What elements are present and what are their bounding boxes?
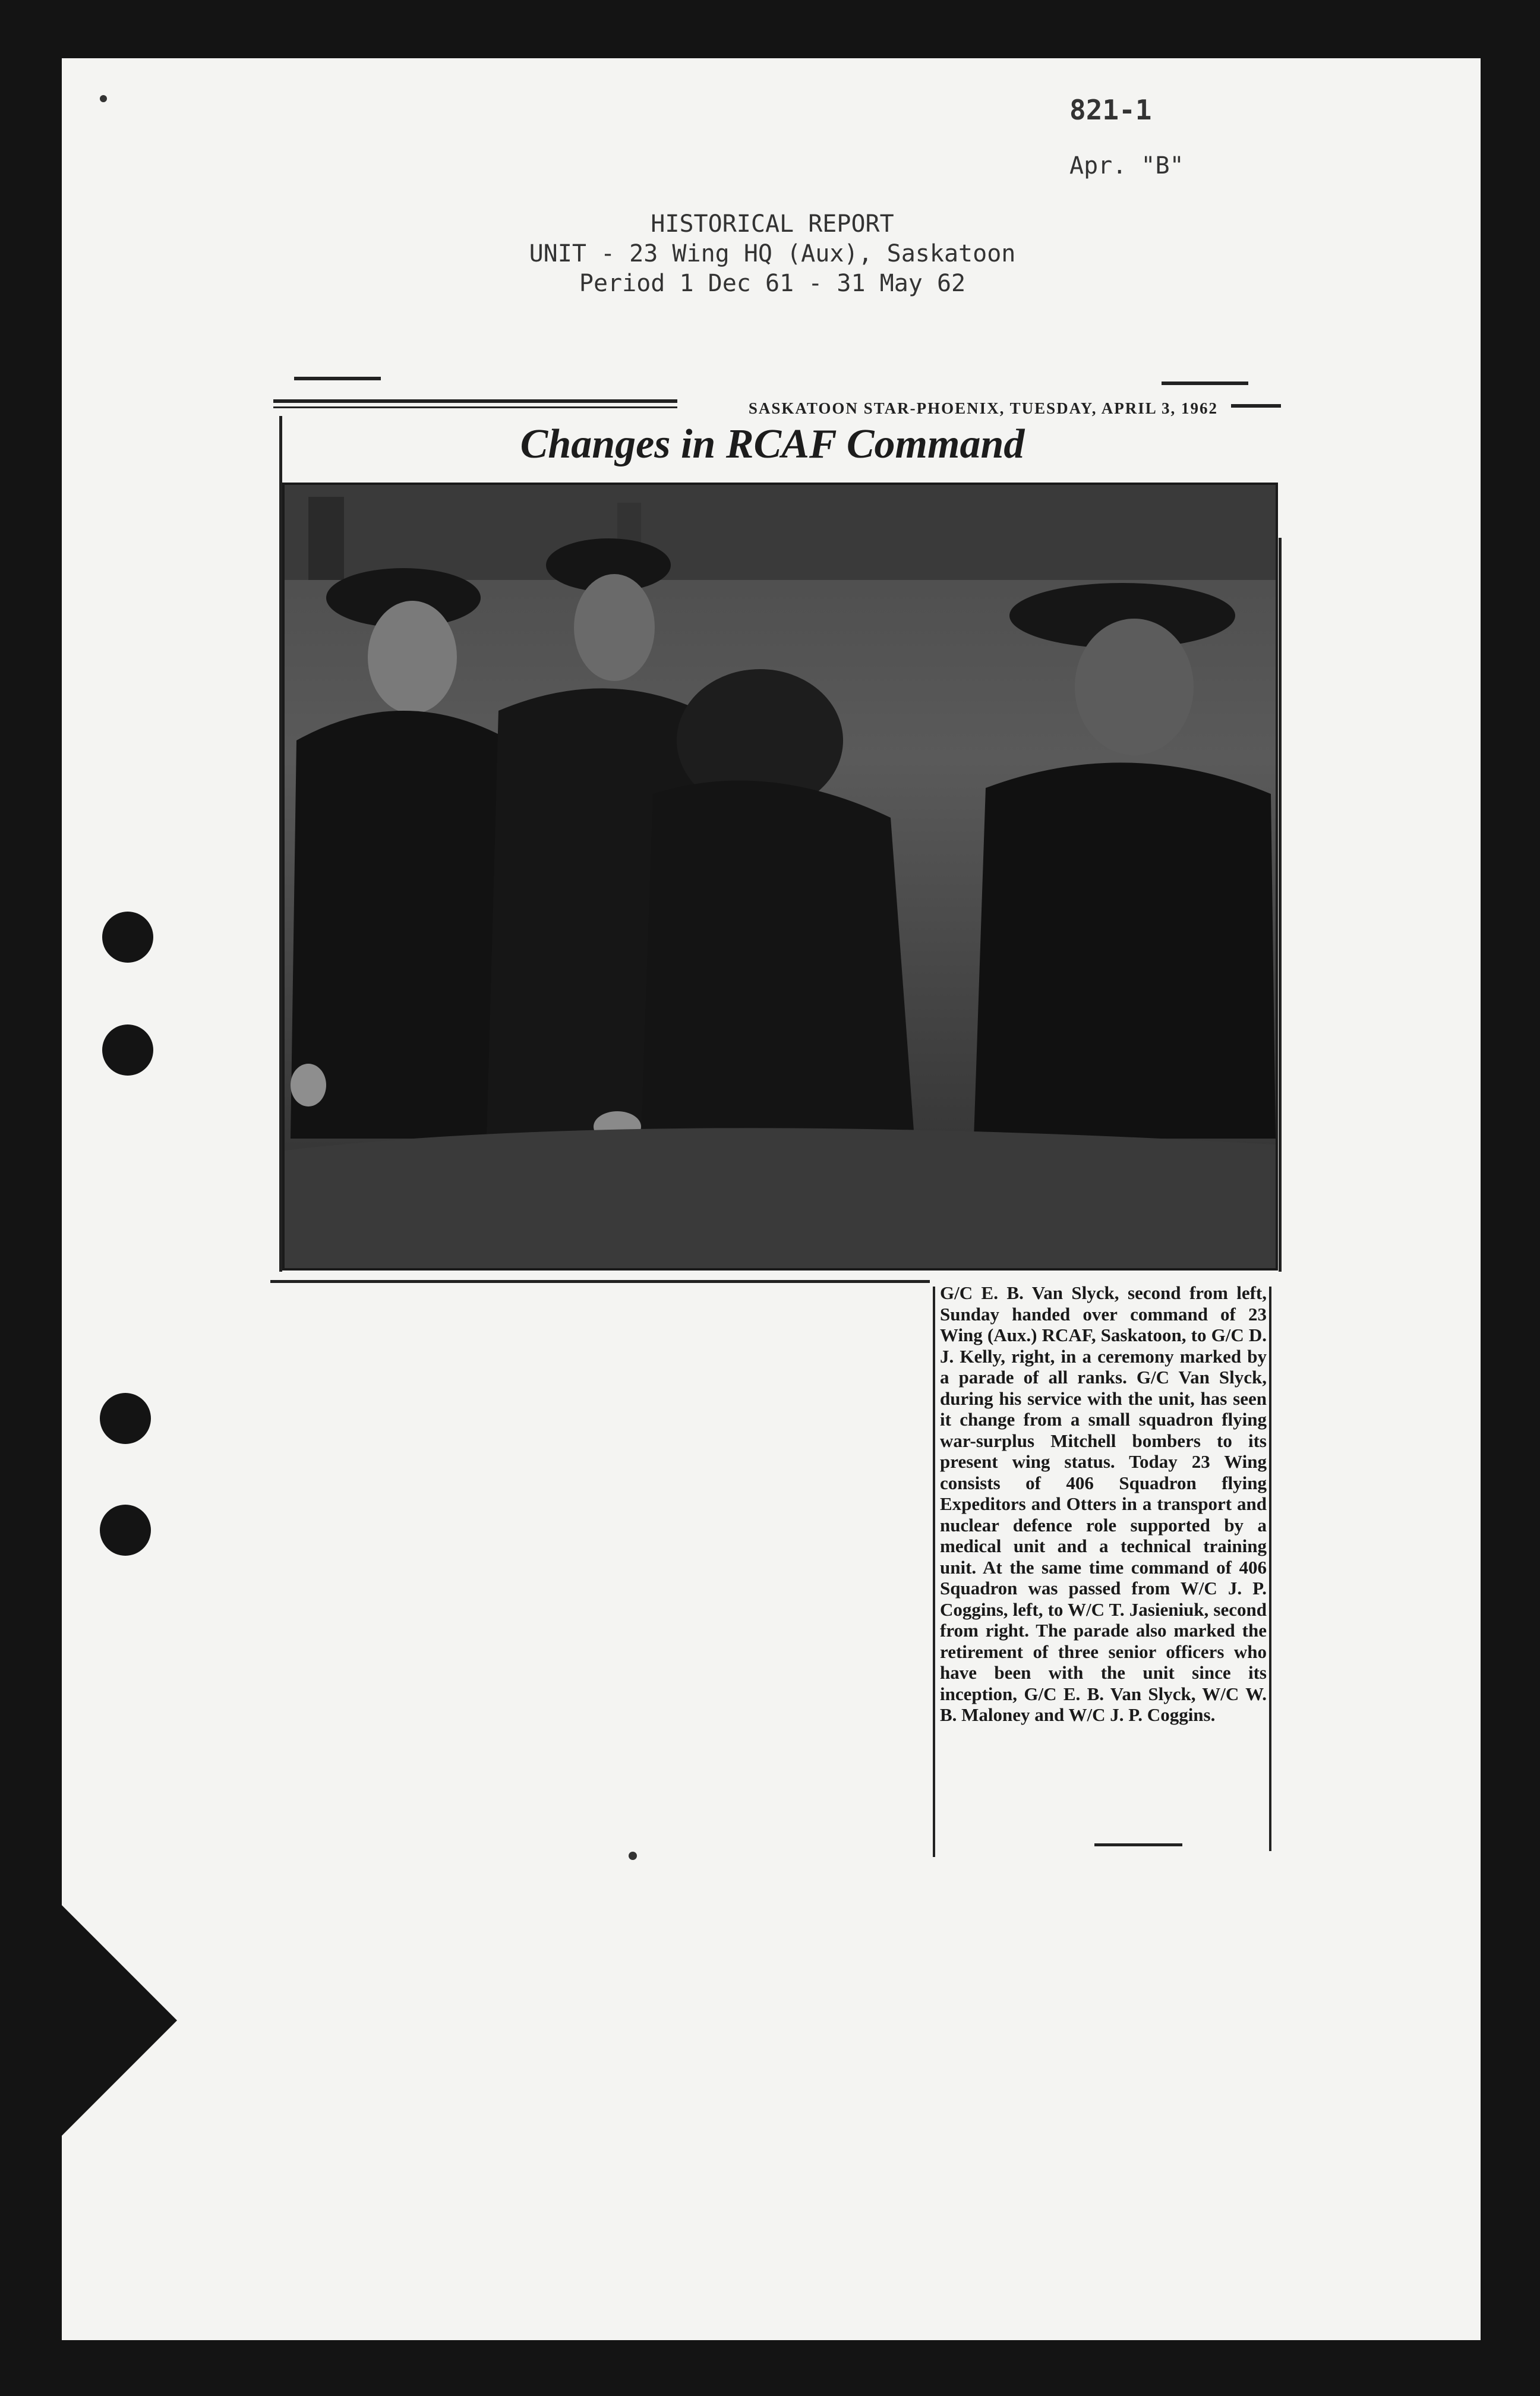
masthead-rule-left (273, 399, 677, 403)
caption-end-rule (1094, 1843, 1182, 1846)
officers-photo-image (285, 485, 1276, 1268)
clip-border-right (1279, 538, 1282, 1272)
caption-border-right (1269, 1287, 1271, 1851)
article-headline: Changes in RCAF Command (520, 421, 1025, 467)
period-line: Period 1 Dec 61 - 31 May 62 (579, 270, 966, 297)
appendix-label: Apr. "B" (1069, 152, 1184, 179)
masthead-rule-left-thin (273, 406, 677, 408)
report-title: HISTORICAL REPORT (651, 210, 894, 238)
page-corner-cut (58, 1902, 177, 2139)
caption-lead: G/C E. B. Van Slyck, second from left, Sunday handed over (940, 1282, 1267, 1325)
punch-hole (102, 1024, 153, 1076)
news-photo (282, 483, 1278, 1270)
speck (629, 1852, 637, 1860)
masthead-rule-right (1231, 404, 1281, 408)
clip-mark-right (1162, 382, 1248, 385)
photo-bottom-rule (270, 1280, 930, 1283)
caption-border-left (933, 1287, 935, 1857)
clip-mark-left (294, 377, 381, 380)
unit-line: UNIT - 23 Wing HQ (Aux), Saskatoon (529, 240, 1016, 267)
caption-body: command of 23 Wing (Aux.) RCAF, Saskatoon, to G/C D. J. Kelly, right, in a ceremony marked by a parade of all ranks. G/C Van Slyck, during his service with the unit, has seen it change from a small squadron flying war-surplus Mitchell bombers to its present wing status. Today 23 Wing consists of 406 Squadron flying Expeditors and Otters in a transport and nuclear defence role supported by a medical unit and a technical training unit. At the same time command of 406 Squadron was passed from W/C J. P. Coggins, left, to W/C T. Jasieniuk, second from right. The parade also marked the retirement of three senior officers who have been with the unit since its inception, G/C E. B. Van Slyck, W/C W. B. Maloney and W/C J. P. Coggins. (940, 1303, 1267, 1725)
speck (100, 95, 107, 102)
punch-hole (100, 1393, 151, 1444)
document-number: 821-1 (1069, 94, 1152, 126)
punch-hole (100, 1505, 151, 1556)
newspaper-dateline: SASKATOON STAR-PHOENIX, TUESDAY, APRIL 3, 1962 (748, 399, 1218, 417)
photo-caption (940, 1282, 1267, 1726)
punch-hole (102, 912, 153, 963)
